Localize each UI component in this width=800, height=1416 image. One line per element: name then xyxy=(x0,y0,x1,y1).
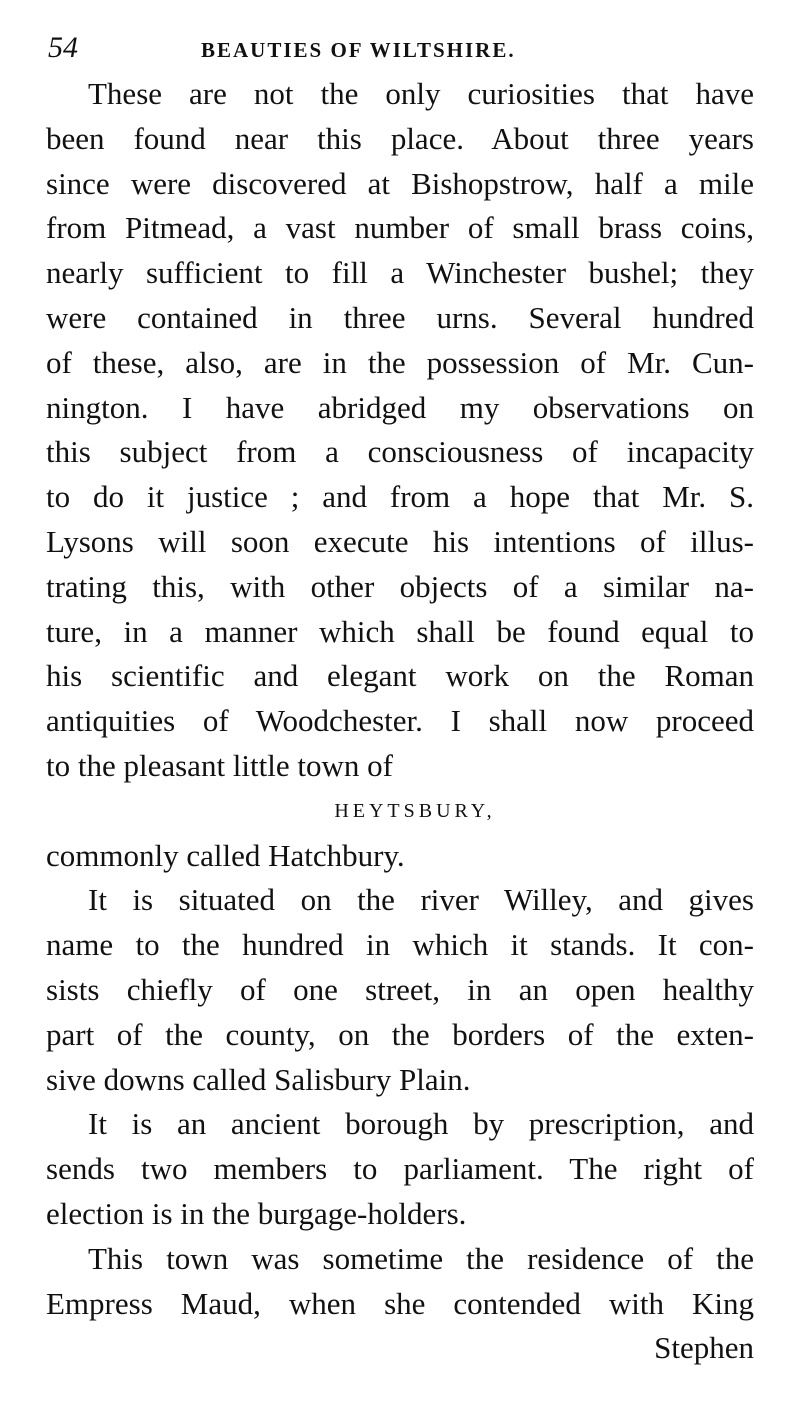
text-line: to do it justice ; and from a hope that Mr. S. xyxy=(46,479,754,515)
text-line: name to the hundred in which it stands. It con- xyxy=(46,927,754,963)
text-line: sists chiefly of one street, in an open healthy xyxy=(46,971,754,1007)
book-page xyxy=(46,28,754,1371)
text-line: ture, in a manner which shall be found equal to xyxy=(46,613,754,649)
catchword: Stephen xyxy=(654,1330,754,1366)
text-line: been found near this place. About three years xyxy=(46,120,754,156)
text-line: to the pleasant little town of xyxy=(46,747,393,783)
text-line: commonly called Hatchbury. xyxy=(46,837,405,873)
text-line: sends two members to parliament. The right of xyxy=(46,1151,754,1187)
text-line: his scientific and elegant work on the Roman xyxy=(46,658,754,694)
text-line: This town was sometime the residence of the xyxy=(88,1240,754,1276)
text-line: antiquities of Woodchester. I shall now proceed xyxy=(46,703,754,739)
page-header xyxy=(46,28,754,72)
text-line: from Pitmead, a vast number of small brass coins, xyxy=(46,210,754,246)
text-line: nington. I have abridged my observations on xyxy=(46,389,754,425)
text-line: were contained in three urns. Several hundred xyxy=(46,299,754,335)
text-line: Lysons will soon execute his intentions of illus- xyxy=(46,523,754,559)
text-line: part of the county, on the borders of the exten- xyxy=(46,1016,754,1052)
section-heading: HEYTSBURY, xyxy=(334,799,496,822)
text-line: It is an ancient borough by prescription, and xyxy=(88,1106,754,1142)
text-line: of these, also, are in the possession of Mr. Cun- xyxy=(46,344,754,380)
text-line: These are not the only curiosities that have xyxy=(88,76,754,111)
text-line: this subject from a consciousness of incapacity xyxy=(46,434,754,470)
page-number: 54 xyxy=(48,31,78,64)
text-line: Empress Maud, when she contended with King xyxy=(46,1285,754,1321)
text-line: sive downs called Salisbury Plain. xyxy=(46,1061,471,1097)
running-title: BEAUTIES OF WILTSHIRE. xyxy=(201,38,516,62)
text-line: since were discovered at Bishopstrow, half a mile xyxy=(46,165,754,201)
text-line: nearly sufficient to fill a Winchester bushel; they xyxy=(46,255,754,291)
text-line: election is in the burgage-holders. xyxy=(46,1195,467,1231)
text-line: It is situated on the river Willey, and gives xyxy=(88,882,754,918)
text-line: trating this, with other objects of a similar na- xyxy=(46,568,754,604)
body-text xyxy=(46,72,754,1371)
